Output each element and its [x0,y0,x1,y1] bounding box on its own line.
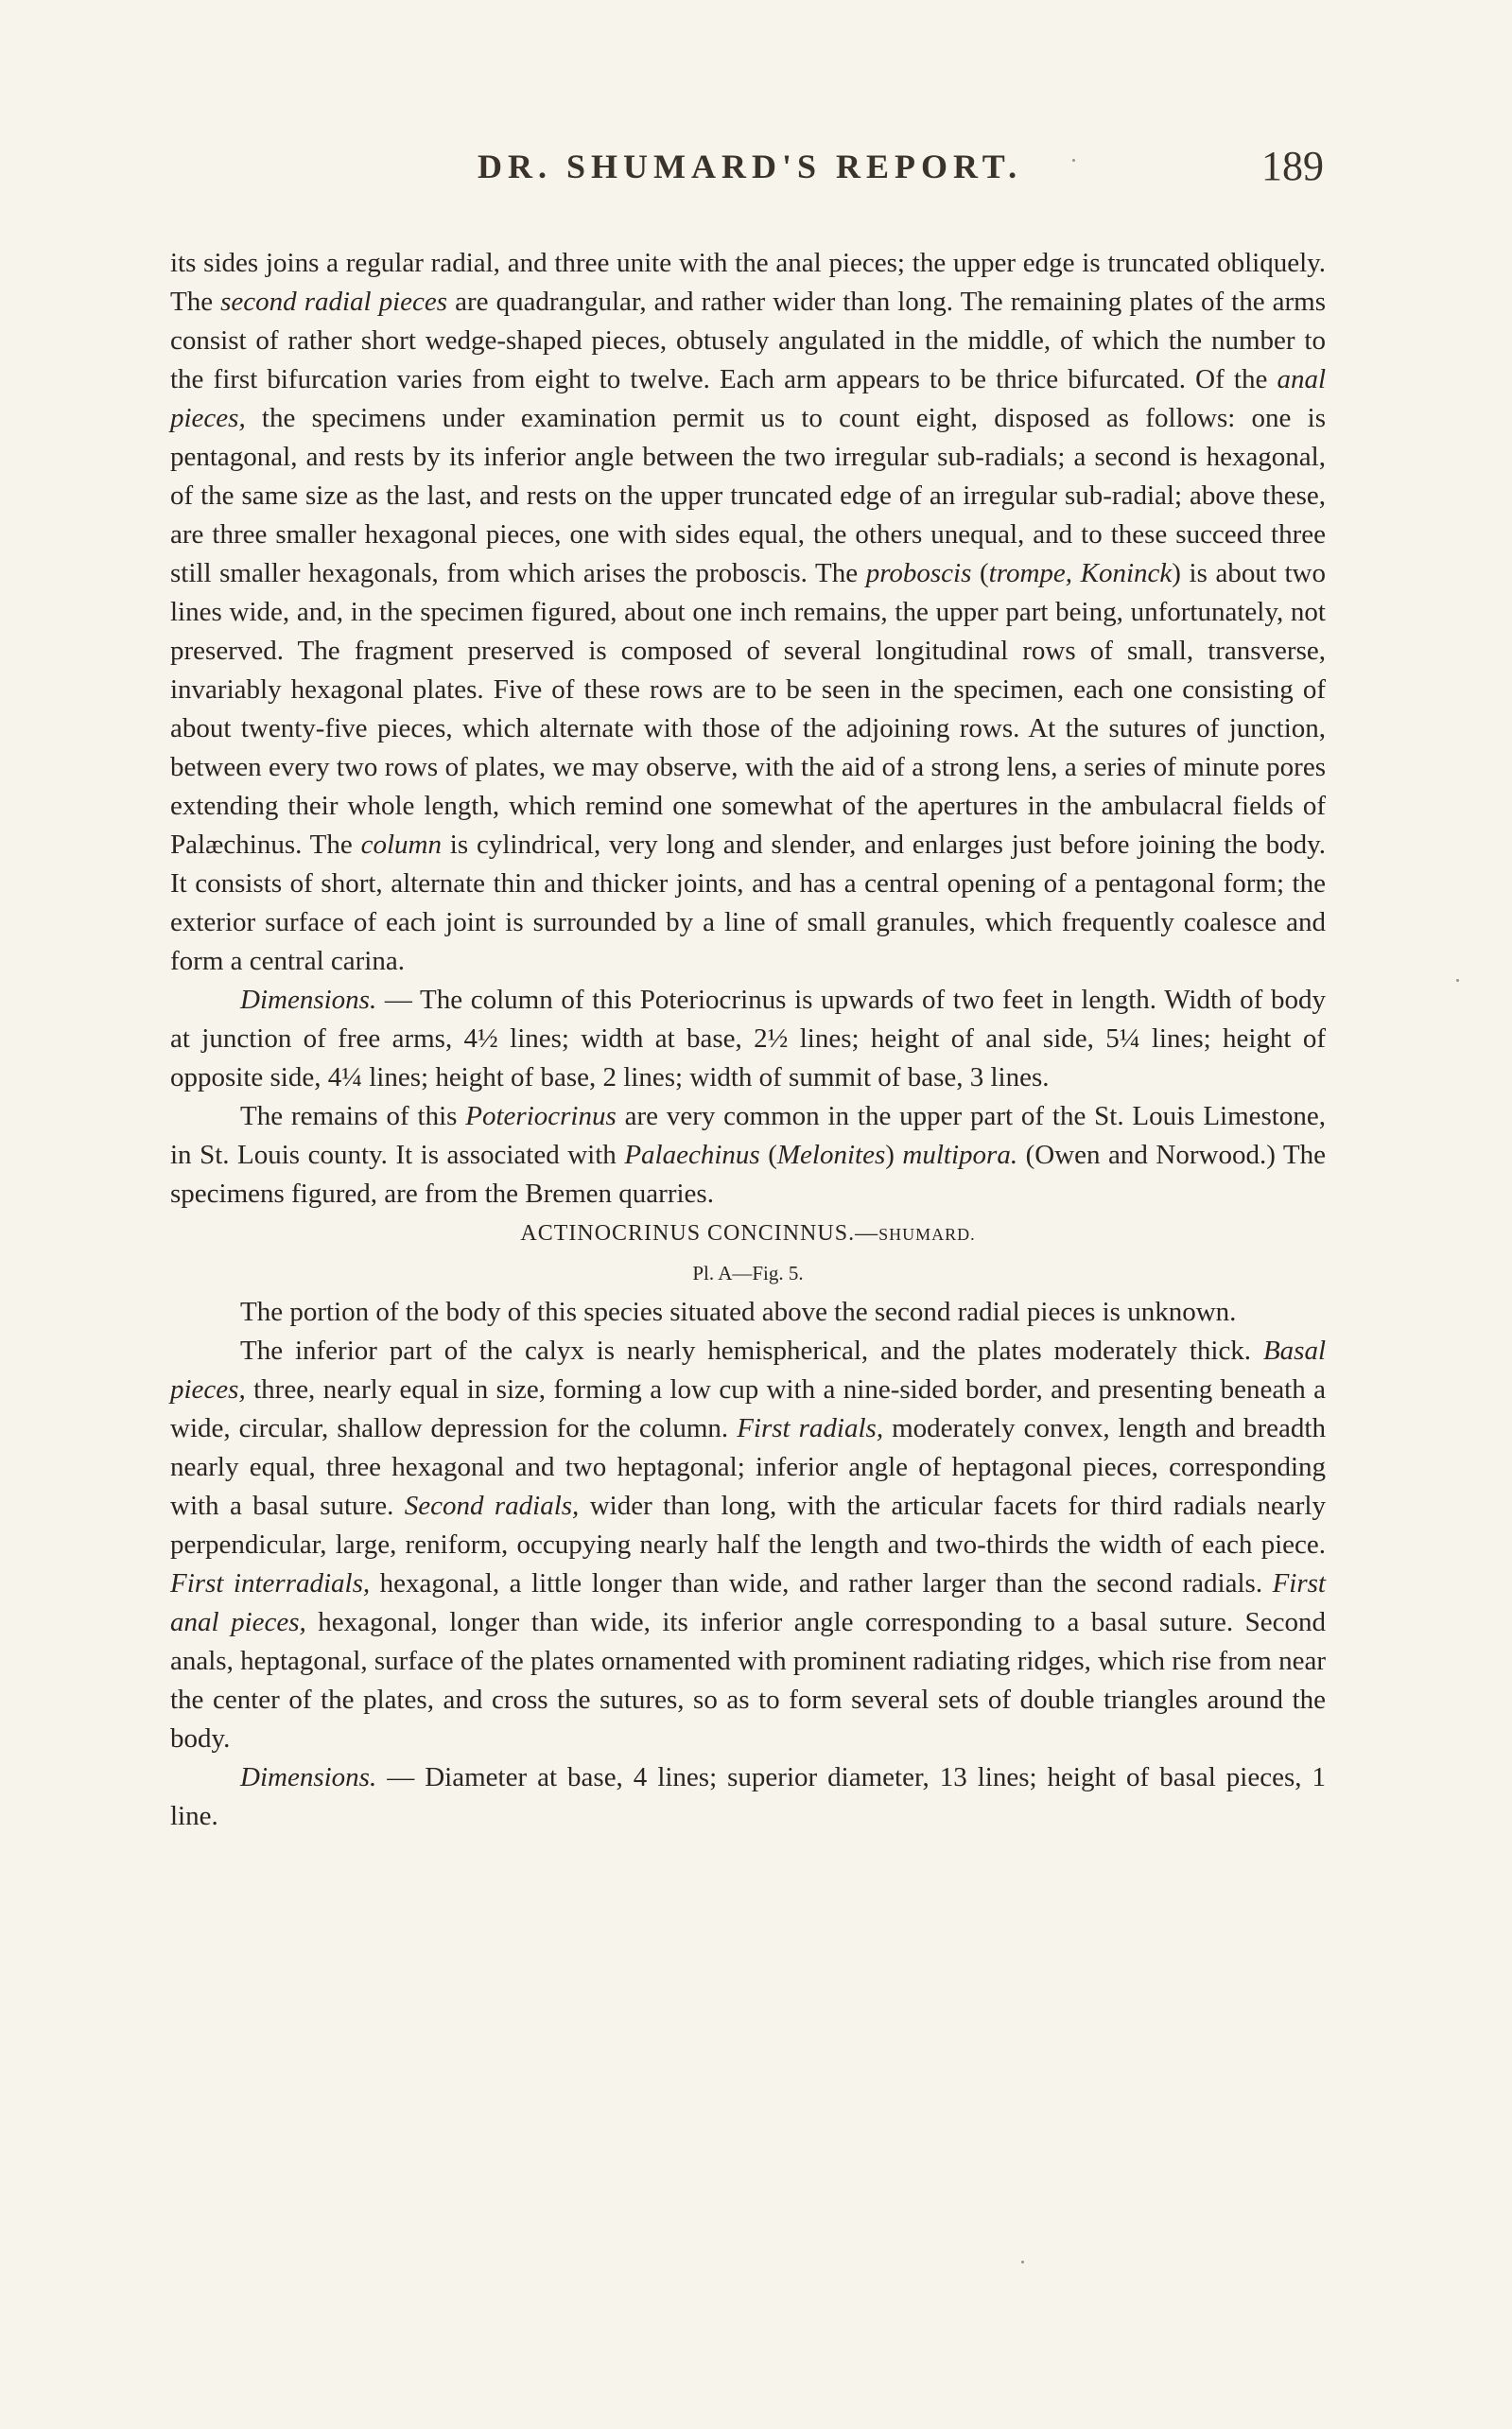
species-heading [170,1214,1326,1254]
plate-reference: Pl. A—Fig. 5. [692,1262,804,1284]
paragraph-actinocrinus-dimensions: Dimensions. — Diameter at base, 4 lines; superior diameter, 13 lines; height of basal pieces, 1 line. [170,1762,1326,1831]
paper-speck [1456,979,1459,982]
paper-speck [1021,2261,1024,2263]
running-head: DR. SHUMARD'S REPORT. [478,148,1023,185]
paragraph-poteriocrinus-dimensions: Dimensions. — The column of this Poteriocrinus is upwards of two feet in length. Width of body at junction of free arms, 4½ lines; width at base, 2½ lines; height of anal side, 5¼ lines; height of opposite side, 4¼ lines; height of base, 2 lines; width of summit of base, 3 lines. [170,985,1326,1092]
paragraph-actinocrinus-intro: The portion of the body of this species situated above the second radial pieces is unknown. [240,1297,1237,1327]
species-author: SHUMARD. [878,1225,976,1244]
paragraph-poteriocrinus-description: its sides joins a regular radial, and three unite with the anal pieces; the upper edge is truncated obliquely. The second radial pieces are quadrangular, and rather wider than long. The remaining plates of the arms consist of rather short wedge-shaped pieces, obtusely angulated in the middle, of which the number to the first bifurcation varies from eight to twelve. Each arm appears to be thrice bifurcated. Of the anal pieces, the specimens under examination permit us to count eight, disposed as follows: one is pentagonal, and rests by its inferior angle between the two irregular sub-radials; a second is hexagonal, of the same size as the last, and rests on the upper truncated edge of an irregular sub-radial; above these, are three smaller hexagonal pieces, one with sides equal, the others unequal, and to these succeed three still smaller hexagonals, from which arises the proboscis. The proboscis (trompe, Koninck) is about two lines wide, and, in the specimen figured, about one inch remains, the upper part being, unfortunately, not preserved. The fragment preserved is composed of several longitudinal rows of small, transverse, invariably hexagonal plates. Five of these rows are to be seen in the specimen, each one consisting of about twenty-five pieces, which alternate with those of the adjoining rows. At the sutures of junction, between every two rows of plates, we may observe, with the aid of a strong lens, a series of minute pores extending their whole length, which remind one somewhat of the apertures in the ambulacral fields of Palæchinus. The column is cylindrical, very long and slender, and enlarges just before joining the body. It consists of short, alternate thin and thicker joints, and has a central opening of a pentagonal form; the exterior surface of each joint is surrounded by a line of small granules, which frequently coalesce and form a central carina. [170,248,1326,976]
paper-speck [1072,159,1075,162]
paragraph-poteriocrinus-locality: The remains of this Poteriocrinus are very common in the upper part of the St. Louis Limestone, in St. Louis county. It is associated with Palaechinus (Melonites) multipora. (Owen and Norwood.) The specimens figured, are from the Bremen quarries. [170,1101,1326,1209]
page-number: 189 [1261,143,1324,189]
species-name: ACTINOCRINUS CONCINNUS.— [520,1221,879,1246]
body-text [170,244,1326,1836]
paragraph-actinocrinus-description: The inferior part of the calyx is nearly hemispherical, and the plates moderately thick. Basal pieces, three, nearly equal in size, forming a low cup with a nine-sided border, and presenting beneath a wide, circular, shallow depression for the column. First radials, moderately convex, length and breadth nearly equal, three hexagonal and two heptagonal; inferior angle of heptagonal pieces, corresponding with a basal suture. Second radials, wider than long, with the articular facets for third radials nearly perpendicular, large, reniform, occupying nearly half the length and two-thirds the width of each piece. First interradials, hexagonal, a little longer than wide, and rather larger than the second radials. First anal pieces, hexagonal, longer than wide, its inferior angle corresponding to a basal suture. Second anals, heptagonal, surface of the plates ornamented with prominent radiating ridges, which rise from near the center of the plates, and cross the sutures, so as to form several sets of double triangles around the body. [170,1336,1327,1754]
